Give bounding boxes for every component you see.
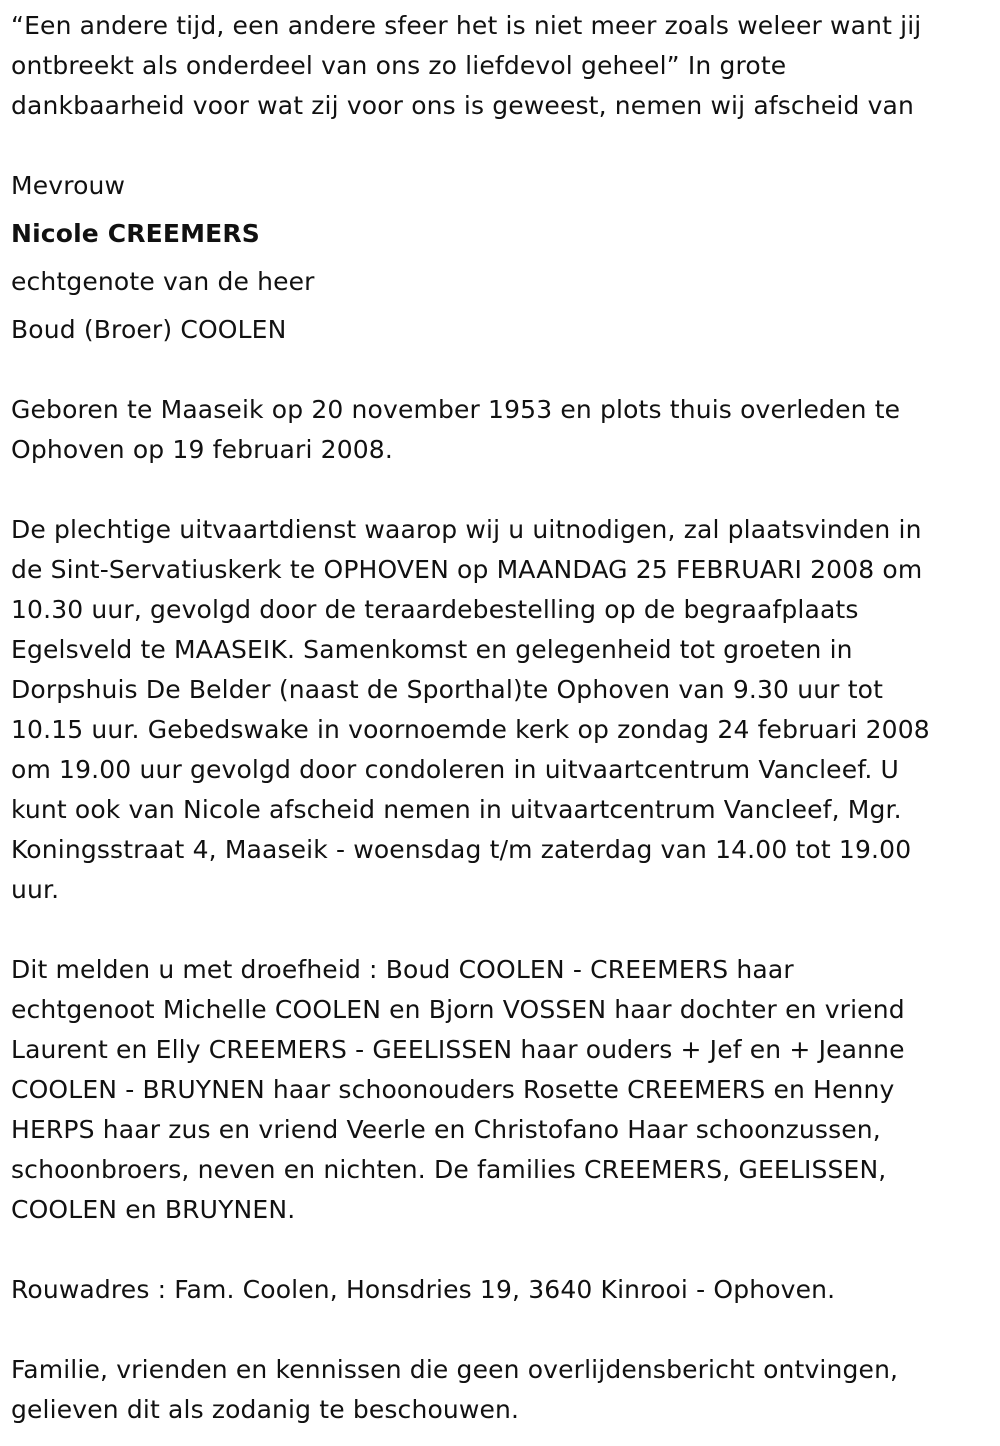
ceremony-line: Dorpshuis De Belder (naast de Sporthal)te Ophoven van 9.30 uur tot — [11, 675, 884, 704]
address-paragraph — [11, 1270, 986, 1310]
deceased-name: Nicole CREEMERS — [11, 219, 260, 248]
spouse-name: Boud (Broer) COOLEN — [11, 315, 287, 344]
deceased-title: Mevrouw — [11, 171, 126, 200]
ceremony-line: om 19.00 uur gevolgd door condoleren in uitvaartcentrum Vancleef. U — [11, 755, 900, 784]
family-line: Laurent en Elly CREEMERS - GEELISSEN haar ouders + Jef en + Jeanne — [11, 1035, 905, 1064]
intro-line: dankbaarheid voor wat zij voor ons is geweest, nemen wij afscheid van — [11, 91, 914, 120]
ceremony-line: De plechtige uitvaartdienst waarop wij u uitnodigen, zal plaatsvinden in — [11, 515, 922, 544]
deceased-block — [11, 166, 986, 358]
ceremony-paragraph — [11, 510, 986, 910]
closing-line: Familie, vrienden en kennissen die geen overlijdensbericht ontvingen, — [11, 1355, 899, 1384]
intro-line: “Een andere tijd, een andere sfeer het is niet meer zoals weleer want jij — [11, 11, 922, 40]
closing-paragraph — [11, 1350, 986, 1430]
closing-line: gelieven dit als zodanig te beschouwen. — [11, 1395, 520, 1424]
family-line: Dit melden u met droefheid : Boud COOLEN - CREEMERS haar — [11, 955, 794, 984]
ceremony-line: de Sint-Servatiuskerk te OPHOVEN op MAANDAG 25 FEBRUARI 2008 om — [11, 555, 923, 584]
ceremony-line: kunt ook van Nicole afscheid nemen in uitvaartcentrum Vancleef, Mgr. — [11, 795, 902, 824]
family-line: echtgenoot Michelle COOLEN en Bjorn VOSSEN haar dochter en vriend — [11, 995, 905, 1024]
family-line: HERPS haar zus en vriend Veerle en Christofano Haar schoonzussen, — [11, 1115, 881, 1144]
address-line: Rouwadres : Fam. Coolen, Honsdries 19, 3640 Kinrooi - Ophoven. — [11, 1275, 836, 1304]
ceremony-line: Egelsveld te MAASEIK. Samenkomst en gelegenheid tot groeten in — [11, 635, 853, 664]
family-line: COOLEN - BRUYNEN haar schoonouders Rosette CREEMERS en Henny — [11, 1075, 895, 1104]
ceremony-line: 10.30 uur, gevolgd door de teraardebestelling op de begraafplaats — [11, 595, 859, 624]
family-paragraph — [11, 950, 986, 1230]
spouse-intro: echtgenote van de heer — [11, 267, 315, 296]
birth-death-paragraph — [11, 390, 986, 470]
intro-line: ontbreekt als onderdeel van ons zo liefdevol geheel” In grote — [11, 51, 787, 80]
family-line: schoonbroers, neven en nichten. De families CREEMERS, GEELISSEN, — [11, 1155, 887, 1184]
family-line: COOLEN en BRUYNEN. — [11, 1195, 296, 1224]
ceremony-line: Koningsstraat 4, Maaseik - woensdag t/m zaterdag van 14.00 tot 19.00 — [11, 835, 912, 864]
ceremony-line: 10.15 uur. Gebedswake in voornoemde kerk op zondag 24 februari 2008 — [11, 715, 930, 744]
birth-death-line: Ophoven op 19 februari 2008. — [11, 435, 393, 464]
ceremony-line: uur. — [11, 875, 60, 904]
intro-paragraph — [11, 6, 986, 126]
birth-death-line: Geboren te Maaseik op 20 november 1953 en plots thuis overleden te — [11, 395, 901, 424]
